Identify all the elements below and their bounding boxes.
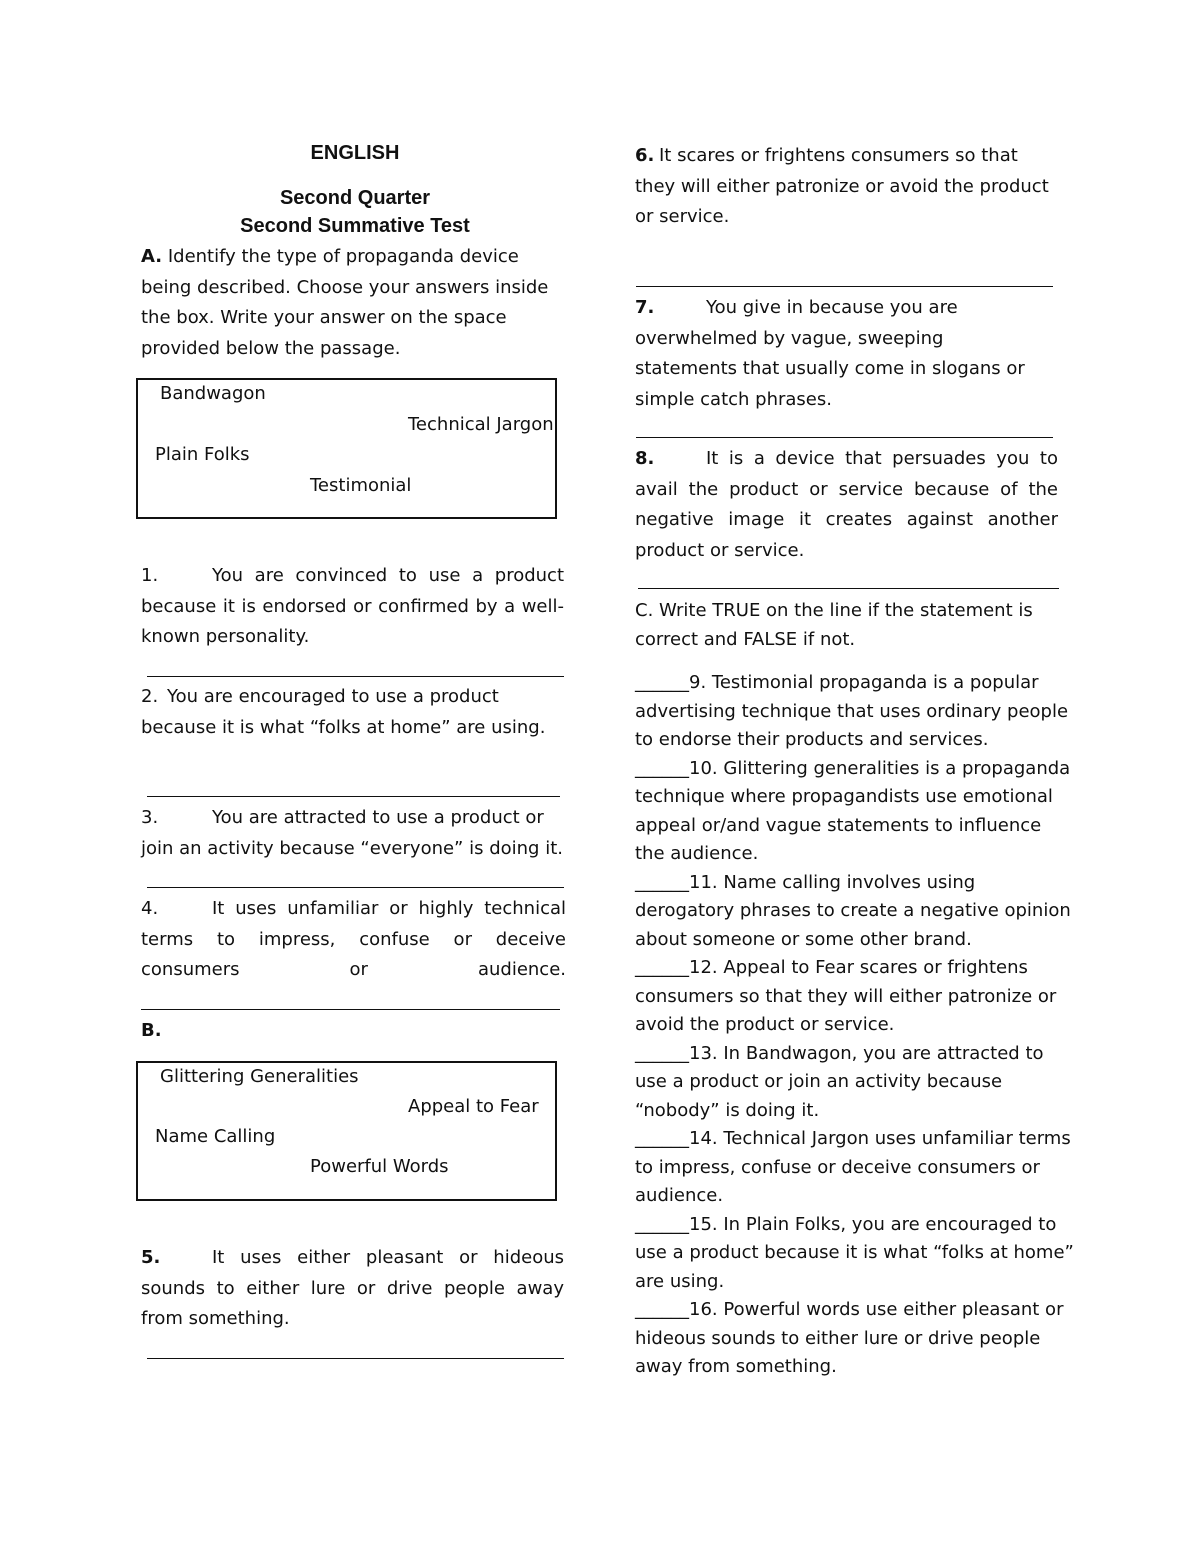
true-false-list xyxy=(635,669,1075,1382)
tf-text-16: Powerful words use either pleasant or hideous sounds to either lure or drive people away from something. xyxy=(635,1299,1064,1377)
tf-blank-10[interactable]: ______ xyxy=(635,757,689,779)
choice-glittering-generalities: Glittering Generalities xyxy=(160,1066,359,1087)
choice-appeal-to-fear: Appeal to Fear xyxy=(408,1096,539,1117)
answer-line-3[interactable] xyxy=(147,887,564,888)
tf-blank-14[interactable]: ______ xyxy=(635,1128,689,1149)
tf-text-13: In Bandwagon, you are attracted to use a product or join an activity because “nobody” is doing it. xyxy=(635,1042,1044,1121)
question-2-number: 2. xyxy=(141,686,159,707)
tf-text-15: In Plain Folks, you are encouraged to use a product because it is what “folks at home” are using. xyxy=(635,1213,1074,1292)
answer-line-4[interactable] xyxy=(141,1009,560,1010)
tf-item-13 xyxy=(635,1040,1075,1126)
part-c-instruction-text: Write TRUE on the line if the statement is correct and FALSE if not. xyxy=(635,600,1033,650)
answer-line-5[interactable] xyxy=(147,1358,564,1359)
tf-number-11: 11. xyxy=(689,871,718,893)
question-5-number: 5. xyxy=(141,1247,161,1268)
part-a-instruction xyxy=(141,242,571,364)
part-b-label-text: B. xyxy=(141,1020,162,1041)
answer-line-8[interactable] xyxy=(638,588,1059,589)
question-8 xyxy=(635,444,1058,566)
tf-number-9: 9. xyxy=(689,672,707,693)
answer-line-7[interactable] xyxy=(636,437,1053,438)
tf-blank-12[interactable]: ______ xyxy=(635,957,689,978)
tf-text-12: Appeal to Fear scares or frightens consumers so that they will either patronize or avoid the product or service. xyxy=(635,957,1057,1035)
tf-item-11 xyxy=(635,869,1075,955)
tf-number-15: 15. xyxy=(689,1213,718,1235)
tf-blank-13[interactable]: ______ xyxy=(635,1042,689,1064)
tf-number-13: 13. xyxy=(689,1042,718,1064)
part-a-choice-box xyxy=(136,378,557,519)
tf-text-14: Technical Jargon uses unfamiliar terms to impress, confuse or deceive consumers or audience. xyxy=(635,1128,1071,1206)
question-1 xyxy=(141,561,564,653)
choice-plain-folks: Plain Folks xyxy=(155,444,250,465)
tf-item-10 xyxy=(635,755,1075,869)
question-4-number: 4. xyxy=(141,898,159,919)
question-4 xyxy=(141,894,566,986)
tf-number-14: 14. xyxy=(689,1128,718,1149)
question-8-text: It is a device that persuades you to avail the product or service because of the negative image it creates against another product or service. xyxy=(635,448,1058,561)
part-b-label xyxy=(141,1016,162,1047)
tf-blank-15[interactable]: ______ xyxy=(635,1213,689,1235)
part-c-label: C. xyxy=(635,600,654,621)
question-6-number: 6. xyxy=(635,145,655,166)
question-7-text: You give in because you are overwhelmed by vague, sweeping statements that usually come in slogans or simple catch phrases. xyxy=(635,297,1025,410)
tf-blank-11[interactable]: ______ xyxy=(635,871,689,893)
question-2 xyxy=(141,682,569,743)
question-3-number: 3. xyxy=(141,807,159,828)
choice-name-calling: Name Calling xyxy=(155,1126,276,1147)
part-a-instruction-text: Identify the type of propaganda device being described. Choose your answers inside the box. Write your answer on the space provided below the passage. xyxy=(141,246,549,359)
tf-item-9 xyxy=(635,669,1075,755)
answer-line-1[interactable] xyxy=(147,676,564,677)
tf-item-14 xyxy=(635,1125,1075,1211)
question-7-number: 7. xyxy=(635,297,655,318)
quarter-title: Second Quarter xyxy=(279,187,431,209)
question-3 xyxy=(141,803,569,864)
tf-blank-9[interactable]: ______ xyxy=(635,672,689,693)
question-5-text: It uses either pleasant or hideous sounds to either lure or drive people away from something. xyxy=(141,1247,564,1329)
question-5 xyxy=(141,1243,564,1335)
answer-line-6[interactable] xyxy=(636,286,1053,287)
question-6-text: It scares or frightens consumers so that they will either patronize or avoid the product or service. xyxy=(635,145,1049,227)
tf-text-10: Glittering generalities is a propaganda technique where propagandists use emotional appeal or/and vague statements to influence the audience. xyxy=(635,757,1071,864)
tf-item-16 xyxy=(635,1296,1075,1382)
tf-text-9: Testimonial propaganda is a popular advertising technique that uses ordinary people to endorse their products and services. xyxy=(635,672,1069,750)
choice-testimonial: Testimonial xyxy=(310,475,412,496)
part-c-instruction xyxy=(635,596,1055,654)
question-3-text: You are attracted to use a product or join an activity because “everyone” is doing it. xyxy=(141,807,563,859)
tf-item-12 xyxy=(635,954,1075,1040)
subject-title: ENGLISH xyxy=(310,142,400,164)
tf-blank-16[interactable]: ______ xyxy=(635,1299,689,1320)
answer-line-2[interactable] xyxy=(147,796,560,797)
part-b-choice-box xyxy=(136,1061,557,1201)
question-7 xyxy=(635,293,1050,415)
choice-bandwagon: Bandwagon xyxy=(160,383,266,404)
question-2-text: You are encouraged to use a product because it is what “folks at home” are using. xyxy=(141,686,546,738)
tf-text-11: Name calling involves using derogatory phrases to create a negative opinion about someone or some other brand. xyxy=(635,871,1071,950)
tf-number-10: 10. xyxy=(689,757,718,779)
question-4-text: It uses unfamiliar or highly technical terms to impress, confuse or deceive consumers or audience. xyxy=(141,898,566,980)
part-a-label: A. xyxy=(141,246,163,267)
question-1-number: 1. xyxy=(141,565,159,586)
question-1-text: You are convinced to use a product because it is endorsed or confirmed by a well-known personality. xyxy=(141,565,564,647)
question-6 xyxy=(635,141,1055,233)
tf-number-16: 16. xyxy=(689,1299,718,1320)
test-title: Second Summative Test xyxy=(240,215,470,237)
question-8-number: 8. xyxy=(635,448,655,469)
tf-item-15 xyxy=(635,1211,1075,1297)
choice-powerful-words: Powerful Words xyxy=(310,1156,449,1177)
tf-number-12: 12. xyxy=(689,957,718,978)
choice-technical-jargon: Technical Jargon xyxy=(408,414,554,435)
